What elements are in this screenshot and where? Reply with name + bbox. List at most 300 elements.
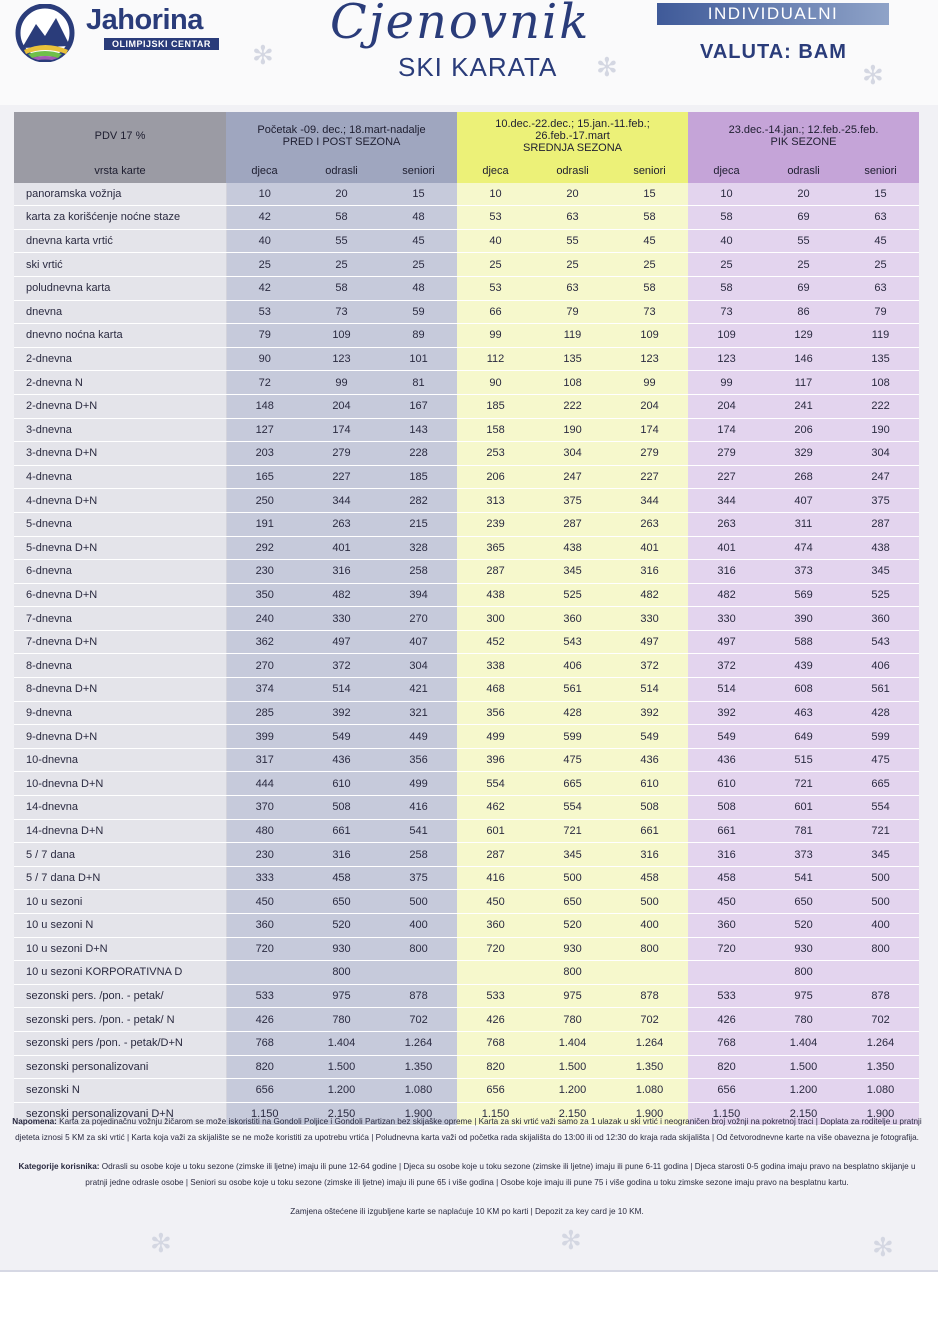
ticket-type-cell: 9-dnevna	[14, 701, 226, 725]
ticket-type-cell: sezonski pers. /pon. - petak/ N	[14, 1008, 226, 1032]
table-row	[14, 819, 919, 843]
price-cell: 53	[457, 276, 534, 300]
price-cell: 58	[611, 206, 688, 230]
snowflake-icon: ✻	[252, 40, 274, 70]
price-cell: 436	[688, 748, 765, 772]
ticket-type-cell: sezonski personalizovani D+N	[14, 1102, 226, 1126]
price-cell: 89	[380, 324, 457, 348]
price-cell: 768	[688, 1031, 765, 1055]
bottom-band	[0, 1270, 938, 1336]
notes-section	[12, 1114, 922, 1233]
price-cell: 599	[534, 725, 611, 749]
price-cell: 101	[380, 347, 457, 371]
price-cell: 533	[457, 984, 534, 1008]
price-cell: 373	[765, 560, 842, 584]
price-cell: 1.150	[226, 1102, 303, 1126]
price-cell: 2.150	[303, 1102, 380, 1126]
price-cell	[457, 961, 534, 985]
price-cell: 2.150	[534, 1102, 611, 1126]
price-cell: 316	[303, 843, 380, 867]
ticket-type-cell: 5-dnevna D+N	[14, 536, 226, 560]
price-cell: 820	[457, 1055, 534, 1079]
price-cell: 497	[688, 630, 765, 654]
price-cell: 599	[842, 725, 919, 749]
note-categories	[12, 1159, 922, 1191]
price-cell: 316	[303, 560, 380, 584]
table-row	[14, 890, 919, 914]
ski-title: SKI KARATA	[398, 52, 558, 82]
ticket-type-cell: 8-dnevna	[14, 654, 226, 678]
price-cell: 135	[534, 347, 611, 371]
price-cell: 165	[226, 465, 303, 489]
price-cell: 426	[457, 1008, 534, 1032]
price-cell: 428	[842, 701, 919, 725]
price-cell: 500	[842, 866, 919, 890]
brand-subtitle: OLIMPIJSKI CENTAR	[104, 38, 219, 50]
price-cell: 930	[303, 937, 380, 961]
price-cell: 287	[534, 512, 611, 536]
price-cell: 222	[534, 394, 611, 418]
price-cell: 279	[688, 442, 765, 466]
price-cell: 99	[611, 371, 688, 395]
table-row	[14, 442, 919, 466]
price-cell: 143	[380, 418, 457, 442]
price-cell: 661	[688, 819, 765, 843]
price-cell: 15	[842, 183, 919, 206]
price-cell: 40	[688, 229, 765, 253]
price-cell: 438	[842, 536, 919, 560]
price-cell: 525	[842, 583, 919, 607]
price-cell: 426	[226, 1008, 303, 1032]
price-cell: 109	[611, 324, 688, 348]
price-cell: 69	[765, 276, 842, 300]
price-cell: 282	[380, 489, 457, 513]
ticket-type-cell: 7-dnevna	[14, 607, 226, 631]
price-cell: 375	[842, 489, 919, 513]
price-cell: 53	[226, 300, 303, 324]
price-cell: 1.350	[380, 1055, 457, 1079]
season-dates: 23.dec.-14.jan.; 12.feb.-25.feb.	[728, 124, 879, 136]
price-cell: 392	[611, 701, 688, 725]
table-row	[14, 725, 919, 749]
price-cell: 25	[303, 253, 380, 277]
ticket-type-cell: 10 u sezoni D+N	[14, 937, 226, 961]
ticket-type-cell: dnevno noćna karta	[14, 324, 226, 348]
price-cell: 72	[226, 371, 303, 395]
price-cell: 227	[303, 465, 380, 489]
price-cell: 720	[457, 937, 534, 961]
price-cell: 820	[688, 1055, 765, 1079]
price-cell: 109	[688, 324, 765, 348]
price-cell: 463	[765, 701, 842, 725]
price-cell: 270	[226, 654, 303, 678]
price-cell: 40	[226, 229, 303, 253]
table-row	[14, 914, 919, 938]
col-header-adults: odrasli	[303, 160, 380, 183]
price-cell: 468	[457, 678, 534, 702]
ticket-type-cell: 4-dnevna D+N	[14, 489, 226, 513]
ticket-type-cell: 10 u sezoni	[14, 890, 226, 914]
price-cell: 365	[457, 536, 534, 560]
price-cell: 401	[611, 536, 688, 560]
price-cell: 48	[380, 206, 457, 230]
price-cell: 345	[534, 843, 611, 867]
price-cell: 608	[765, 678, 842, 702]
price-cell: 458	[688, 866, 765, 890]
table-row	[14, 678, 919, 702]
price-cell: 356	[380, 748, 457, 772]
ticket-type-header: vrsta karte	[14, 160, 226, 183]
price-cell: 119	[534, 324, 611, 348]
col-header-seniors: seniori	[380, 160, 457, 183]
table-row	[14, 512, 919, 536]
price-cell: 370	[226, 796, 303, 820]
price-cell: 174	[303, 418, 380, 442]
table-row	[14, 253, 919, 277]
price-cell: 1.500	[303, 1055, 380, 1079]
price-cell: 123	[303, 347, 380, 371]
price-cell: 721	[842, 819, 919, 843]
price-cell: 1.200	[765, 1079, 842, 1103]
note-remark	[12, 1114, 922, 1146]
season-name: SREDNJA SEZONA	[523, 142, 623, 154]
price-cell: 20	[303, 183, 380, 206]
price-cell: 549	[611, 725, 688, 749]
price-cell: 720	[688, 937, 765, 961]
price-cell: 25	[534, 253, 611, 277]
price-cell: 438	[534, 536, 611, 560]
price-cell: 108	[842, 371, 919, 395]
price-cell: 45	[380, 229, 457, 253]
price-cell: 1.200	[534, 1079, 611, 1103]
price-cell: 450	[226, 890, 303, 914]
price-cell: 250	[226, 489, 303, 513]
price-cell: 279	[303, 442, 380, 466]
price-cell: 541	[765, 866, 842, 890]
price-cell: 800	[534, 961, 611, 985]
price-cell: 73	[303, 300, 380, 324]
price-cell: 42	[226, 206, 303, 230]
price-cell: 554	[534, 796, 611, 820]
ticket-type-cell: panoramska vožnja	[14, 183, 226, 206]
price-cell: 500	[380, 890, 457, 914]
col-header-adults: odrasli	[534, 160, 611, 183]
price-cell: 438	[457, 583, 534, 607]
col-header-adults: odrasli	[765, 160, 842, 183]
ticket-type-cell: 10-dnevna D+N	[14, 772, 226, 796]
season-name: PIK SEZONE	[770, 136, 837, 148]
price-cell: 541	[380, 819, 457, 843]
price-cell: 263	[688, 512, 765, 536]
price-cell: 190	[842, 418, 919, 442]
price-cell: 10	[226, 183, 303, 206]
price-cell: 399	[226, 725, 303, 749]
price-cell: 228	[380, 442, 457, 466]
ticket-type-cell: dnevna	[14, 300, 226, 324]
price-cell: 569	[765, 583, 842, 607]
price-cell: 475	[534, 748, 611, 772]
ticket-type-cell: poludnevna karta	[14, 276, 226, 300]
price-cell: 400	[842, 914, 919, 938]
price-cell: 514	[611, 678, 688, 702]
price-cell: 258	[380, 560, 457, 584]
price-cell: 206	[765, 418, 842, 442]
price-cell: 554	[842, 796, 919, 820]
table-row	[14, 937, 919, 961]
table-row	[14, 229, 919, 253]
price-cell: 407	[380, 630, 457, 654]
price-cell	[380, 961, 457, 985]
individual-badge: INDIVIDUALNI	[657, 3, 889, 25]
price-cell: 270	[380, 607, 457, 631]
ticket-type-cell: 7-dnevna D+N	[14, 630, 226, 654]
price-cell: 561	[842, 678, 919, 702]
ticket-type-cell: 6-dnevna D+N	[14, 583, 226, 607]
price-cell: 401	[303, 536, 380, 560]
price-cell: 1.900	[611, 1102, 688, 1126]
price-cell: 119	[842, 324, 919, 348]
price-cell: 1.404	[303, 1031, 380, 1055]
price-cell: 549	[688, 725, 765, 749]
price-cell: 416	[380, 796, 457, 820]
price-cell: 53	[457, 206, 534, 230]
table-row	[14, 536, 919, 560]
season-header-middle	[457, 112, 688, 160]
price-cell: 439	[765, 654, 842, 678]
price-cell: 780	[765, 1008, 842, 1032]
table-row	[14, 418, 919, 442]
price-cell: 230	[226, 560, 303, 584]
price-cell: 10	[688, 183, 765, 206]
price-cell: 400	[611, 914, 688, 938]
price-cell: 975	[765, 984, 842, 1008]
price-cell: 1.080	[611, 1079, 688, 1103]
price-cell: 561	[534, 678, 611, 702]
price-cell: 263	[611, 512, 688, 536]
price-cell: 55	[534, 229, 611, 253]
price-cell: 25	[842, 253, 919, 277]
price-cell: 416	[457, 866, 534, 890]
price-cell: 109	[303, 324, 380, 348]
price-cell: 525	[534, 583, 611, 607]
price-cell: 45	[611, 229, 688, 253]
price-cell: 292	[226, 536, 303, 560]
price-cell: 360	[226, 914, 303, 938]
price-cell: 58	[688, 276, 765, 300]
price-cell: 800	[842, 937, 919, 961]
price-cell: 321	[380, 701, 457, 725]
price-cell: 330	[688, 607, 765, 631]
script-title: Cjenovnik	[330, 0, 591, 50]
price-cell: 721	[765, 772, 842, 796]
table-row	[14, 560, 919, 584]
price-cell: 392	[688, 701, 765, 725]
price-cell: 721	[534, 819, 611, 843]
price-cell: 421	[380, 678, 457, 702]
price-cell: 482	[688, 583, 765, 607]
col-header-children: djeca	[457, 160, 534, 183]
table-row	[14, 489, 919, 513]
col-header-seniors: seniori	[611, 160, 688, 183]
price-cell	[226, 961, 303, 985]
price-cell: 304	[380, 654, 457, 678]
price-cell: 975	[534, 984, 611, 1008]
price-cell: 40	[457, 229, 534, 253]
table-row	[14, 347, 919, 371]
ticket-type-cell: 2-dnevna	[14, 347, 226, 371]
price-cell: 661	[303, 819, 380, 843]
price-cell: 1.150	[457, 1102, 534, 1126]
price-cell: 499	[380, 772, 457, 796]
price-cell: 436	[303, 748, 380, 772]
ticket-type-cell: 10 u sezoni KORPORATIVNA D	[14, 961, 226, 985]
price-cell: 428	[534, 701, 611, 725]
price-cell: 360	[842, 607, 919, 631]
price-cell: 316	[688, 843, 765, 867]
price-cell: 720	[226, 937, 303, 961]
ticket-type-cell: ski vrtić	[14, 253, 226, 277]
price-cell: 59	[380, 300, 457, 324]
price-cell: 780	[534, 1008, 611, 1032]
price-cell: 610	[688, 772, 765, 796]
price-cell: 360	[688, 914, 765, 938]
price-cell: 247	[842, 465, 919, 489]
table-row	[14, 607, 919, 631]
price-cell: 533	[688, 984, 765, 1008]
price-cell: 401	[688, 536, 765, 560]
ticket-type-cell: 2-dnevna N	[14, 371, 226, 395]
price-cell: 25	[457, 253, 534, 277]
price-cell: 79	[842, 300, 919, 324]
price-cell: 1.264	[842, 1031, 919, 1055]
note-remark-text: Karta za pojedinačnu vožnju žičarom se može iskoristiti na Gondoli Poljice i Gondoli Partizan bez skijaške opreme | Karta za ski vrtić važi samo za 1 ulazak u ski vrtić i neograničen broj vožnji na pokretnoj traci | Doplata za roditelje u pratnji djeteta iznosi 5 KM za ski vrtić | Karta koja važi za skijalište se ne može koristiti za upotrebu vrtića | Poludnevna karta važi od početka rada skijališta do 13:00 ili od 12:30 do kraja rada skijališta | Od četvorodnevne karte na više obavezna je fotografija.	[15, 1117, 922, 1142]
ticket-type-cell: 14-dnevna D+N	[14, 819, 226, 843]
price-cell: 58	[303, 276, 380, 300]
table-row	[14, 796, 919, 820]
price-cell: 372	[688, 654, 765, 678]
note-categories-label: Kategorije korisnika:	[18, 1162, 100, 1171]
price-cell: 350	[226, 583, 303, 607]
price-cell: 300	[457, 607, 534, 631]
price-cell: 127	[226, 418, 303, 442]
price-cell: 203	[226, 442, 303, 466]
price-cell: 25	[688, 253, 765, 277]
snowflake-icon: ✻	[560, 1225, 582, 1255]
table-row	[14, 583, 919, 607]
price-rows	[14, 183, 919, 1126]
price-cell: 508	[303, 796, 380, 820]
price-cell: 426	[688, 1008, 765, 1032]
price-cell: 800	[380, 937, 457, 961]
price-cell: 328	[380, 536, 457, 560]
table-row	[14, 206, 919, 230]
price-cell: 55	[765, 229, 842, 253]
price-cell: 185	[457, 394, 534, 418]
price-cell: 230	[226, 843, 303, 867]
price-cell: 508	[688, 796, 765, 820]
table-row	[14, 465, 919, 489]
price-cell: 344	[303, 489, 380, 513]
price-cell: 338	[457, 654, 534, 678]
price-table	[14, 112, 919, 1126]
price-cell: 204	[611, 394, 688, 418]
price-cell: 665	[842, 772, 919, 796]
table-row	[14, 394, 919, 418]
table-row	[14, 654, 919, 678]
price-cell: 285	[226, 701, 303, 725]
table-row	[14, 324, 919, 348]
price-cell: 304	[534, 442, 611, 466]
price-cell: 392	[303, 701, 380, 725]
price-cell	[611, 961, 688, 985]
price-cell: 174	[688, 418, 765, 442]
price-cell: 58	[688, 206, 765, 230]
price-cell: 287	[842, 512, 919, 536]
price-cell	[688, 961, 765, 985]
price-cell: 185	[380, 465, 457, 489]
price-cell: 450	[688, 890, 765, 914]
price-cell: 63	[534, 276, 611, 300]
price-cell: 55	[303, 229, 380, 253]
table-row	[14, 1031, 919, 1055]
price-cell: 240	[226, 607, 303, 631]
price-cell: 650	[303, 890, 380, 914]
price-cell: 702	[842, 1008, 919, 1032]
price-cell: 333	[226, 866, 303, 890]
ticket-type-cell: 14-dnevna	[14, 796, 226, 820]
price-cell: 549	[303, 725, 380, 749]
price-cell: 58	[303, 206, 380, 230]
table-row	[14, 1055, 919, 1079]
price-cell: 462	[457, 796, 534, 820]
ticket-type-cell: 5 / 7 dana D+N	[14, 866, 226, 890]
jahorina-logo-icon	[12, 4, 82, 62]
ticket-type-cell: 2-dnevna D+N	[14, 394, 226, 418]
price-cell: 66	[457, 300, 534, 324]
price-cell: 345	[534, 560, 611, 584]
price-cell: 800	[303, 961, 380, 985]
table-row	[14, 843, 919, 867]
note-replacement: Zamjena oštećene ili izgubljene karte se naplaćuje 10 KM po karti | Depozit za key card je 10 KM.	[290, 1207, 644, 1216]
price-cell: 500	[842, 890, 919, 914]
ticket-type-cell: 8-dnevna D+N	[14, 678, 226, 702]
price-cell: 374	[226, 678, 303, 702]
table-row	[14, 630, 919, 654]
price-cell: 313	[457, 489, 534, 513]
price-cell: 48	[380, 276, 457, 300]
price-cell: 73	[611, 300, 688, 324]
ticket-type-cell: sezonski personalizovani	[14, 1055, 226, 1079]
price-cell: 406	[534, 654, 611, 678]
price-cell: 344	[611, 489, 688, 513]
price-cell: 146	[765, 347, 842, 371]
price-cell: 373	[765, 843, 842, 867]
price-cell: 63	[534, 206, 611, 230]
price-cell: 227	[611, 465, 688, 489]
price-cell: 400	[380, 914, 457, 938]
price-cell: 90	[457, 371, 534, 395]
price-cell: 268	[765, 465, 842, 489]
price-cell: 99	[688, 371, 765, 395]
price-cell: 129	[765, 324, 842, 348]
vat-label: PDV 17 %	[14, 112, 226, 160]
price-cell: 452	[457, 630, 534, 654]
price-cell: 450	[457, 890, 534, 914]
season-header-pre-post	[226, 112, 457, 160]
ticket-type-cell: 3-dnevna D+N	[14, 442, 226, 466]
header	[0, 0, 938, 105]
price-cell: 1.080	[842, 1079, 919, 1103]
